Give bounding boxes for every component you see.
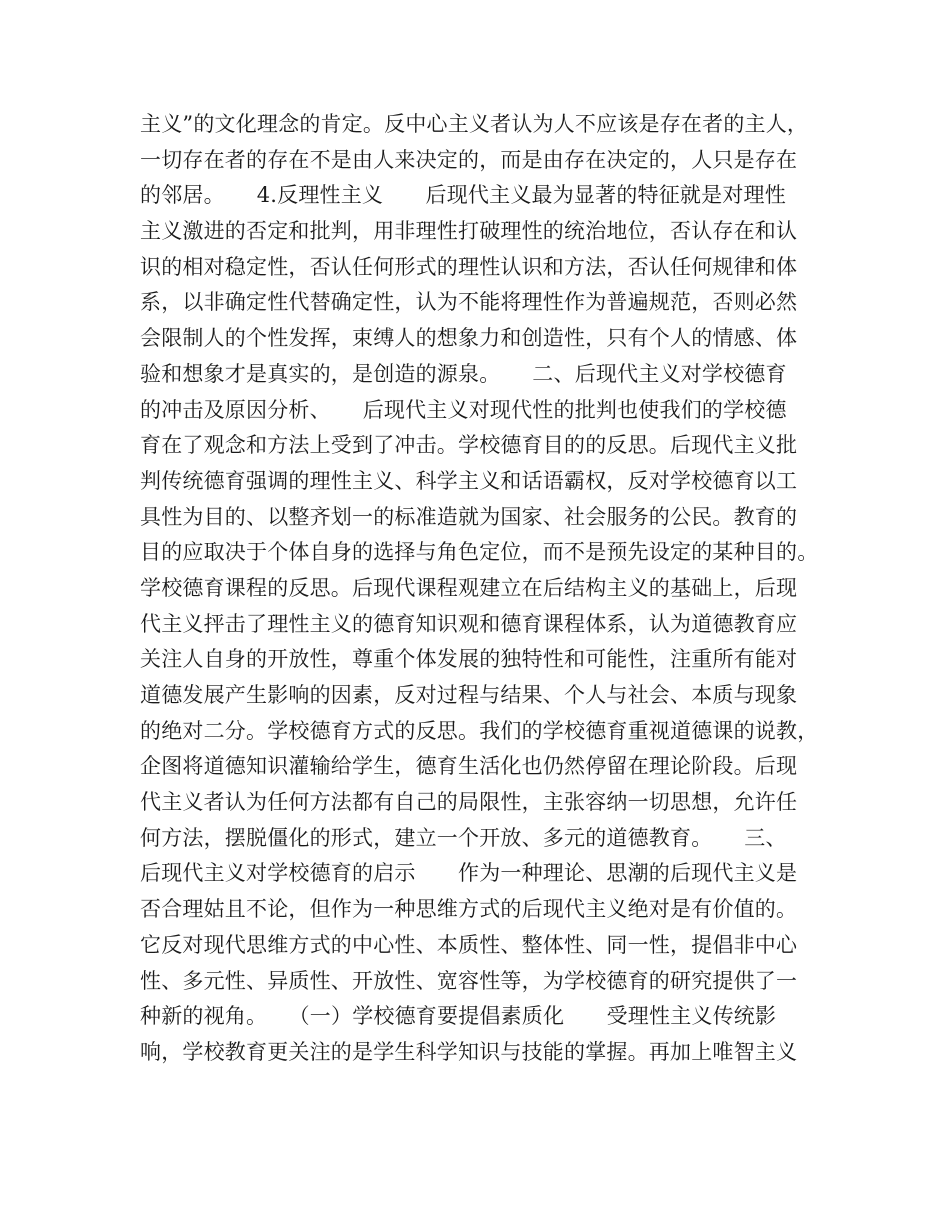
text-line: 代主义者认为任何方法都有自己的局限性，主张容纳一切思想，允许任 xyxy=(140,790,798,815)
text-line: 判传统德育强调的理性主义、科学主义和话语霸权，反对学校德育以工 xyxy=(140,468,798,493)
text-line: 一切存在者的存在不是由人来决定的，而是由存在决定的，人只是存在 xyxy=(140,147,798,172)
text-line: 系，以非确定性代替确定性，认为不能将理性作为普遍规范，否则必然 xyxy=(140,290,798,315)
text-line: 何方法，摆脱僵化的形式，建立一个开放、多元的道德教育。 三、 xyxy=(140,825,787,850)
text-line: 它反对现代思维方式的中心性、本质性、整体性、同一性，提倡非中心 xyxy=(140,932,798,957)
text-line: 具性为目的、以整齐划一的标准造就为国家、社会服务的公民。教育的 xyxy=(140,504,798,529)
text-line: 否合理姑且不论，但作为一种思维方式的后现代主义绝对是有价值的。 xyxy=(140,897,798,922)
text-line: 响，学校教育更关注的是学生科学知识与技能的掌握。再加上唯智主义 xyxy=(140,1039,798,1064)
text-line: 育在了观念和方法上受到了冲击。学校德育目的的反思。后现代主义批 xyxy=(140,433,798,458)
text-line: 种新的视角。 （一）学校德育要提倡素质化 受理性主义传统影 xyxy=(140,1004,777,1029)
text-line: 企图将道德知识灌输给学生，德育生活化也仍然停留在理论阶段。后现 xyxy=(140,754,798,779)
text-line: 学校德育课程的反思。后现代课程观建立在后结构主义的基础上，后现 xyxy=(140,575,798,600)
text-line: 识的相对稳定性，否认任何形式的理性认识和方法，否认任何规律和体 xyxy=(140,254,798,279)
text-line: 的邻居。 4.反理性主义 后现代主义最为显著的特征就是对理性 xyxy=(140,183,786,208)
text-line: 后现代主义对学校德育的启示 作为一种理论、思潮的后现代主义是 xyxy=(140,861,798,886)
text-line: 会限制人的个性发挥，束缚人的想象力和创造性，只有个人的情感、体 xyxy=(140,326,798,351)
text-line: 道德发展产生影响的因素，反对过程与结果、个人与社会、本质与现象 xyxy=(140,683,798,707)
document-body xyxy=(140,107,840,1071)
text-line: 目的应取决于个体自身的选择与角色定位，而不是预先设定的某种目的。 xyxy=(140,540,819,565)
text-line: 主义”的文化理念的肯定。反中心主义者认为人不应该是存在者的主人， xyxy=(140,112,809,136)
text-line: 的冲击及原因分析、 后现代主义对现代性的批判也使我们的学校德 xyxy=(140,397,787,422)
text-line: 性、多元性、异质性、开放性、宽容性等，为学校德育的研究提供了一 xyxy=(140,968,798,993)
text-line: 主义激进的否定和批判，用非理性打破理性的统治地位，否认存在和认 xyxy=(140,219,798,244)
text-line: 关注人自身的开放性，尊重个体发展的独特性和可能性，注重所有能对 xyxy=(140,647,798,672)
text-line: 验和想象才是真实的，是创造的源泉。 二、后现代主义对学校德育 xyxy=(140,361,787,386)
text-line: 代主义抨击了理性主义的德育知识观和德育课程体系，认为道德教育应 xyxy=(140,611,798,636)
text-line: 的绝对二分。学校德育方式的反思。我们的学校德育重视道德课的说教， xyxy=(140,718,819,743)
